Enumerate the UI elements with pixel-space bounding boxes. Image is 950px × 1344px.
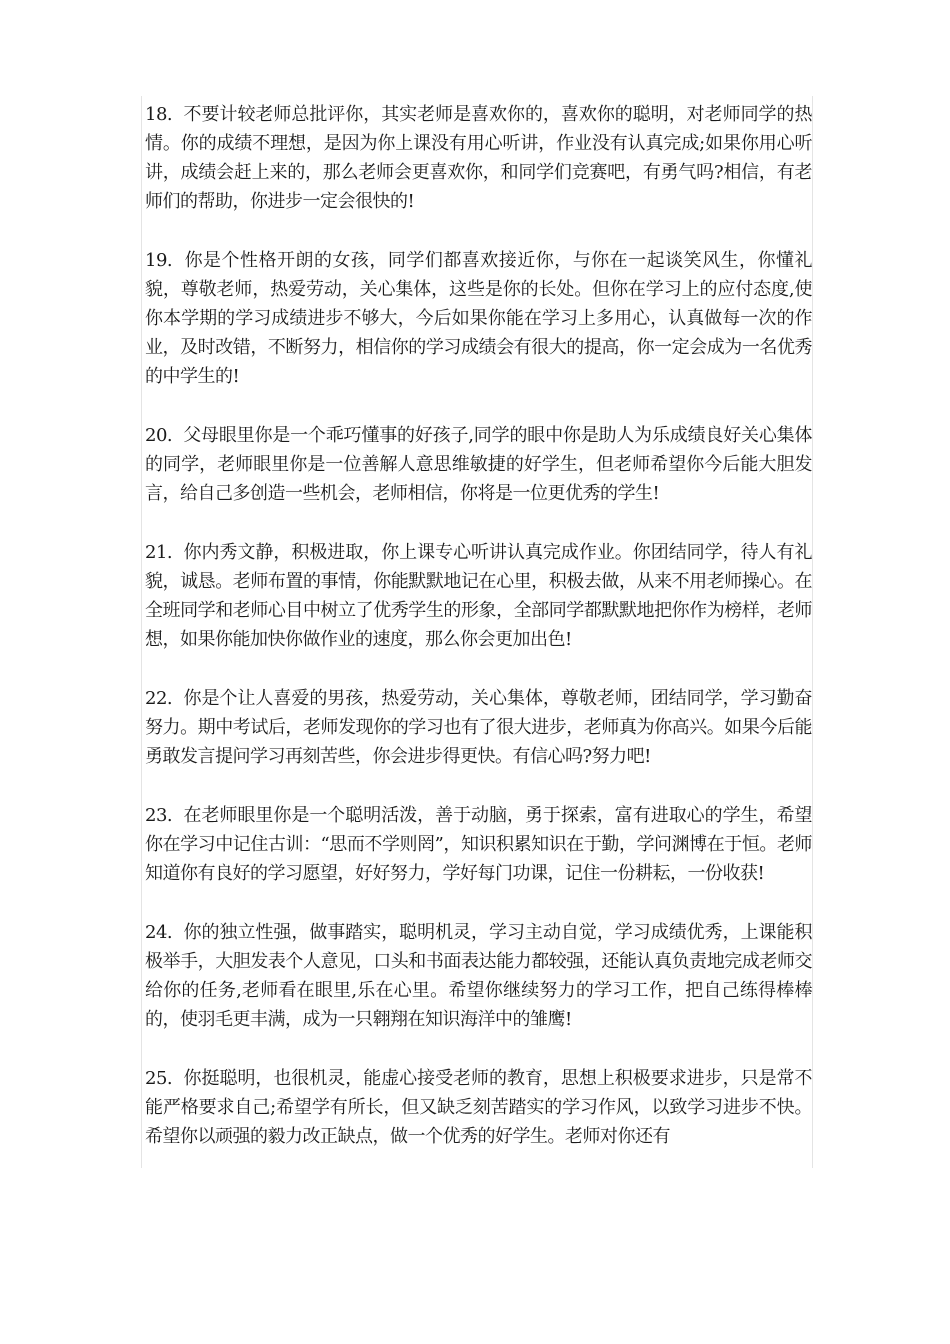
paragraph-text: 你是个让人喜爱的男孩，热爱劳动，关心集体，尊敬老师，团结同学，学习勤奋努力。期中考试后，老师发现你的学习也有了很大进步，老师真为你高兴。如果今后能勇敢发言提问学习再刻苦些，你会进步得更快。有信心吗?努力吧! [145,688,812,767]
paragraph-text: 你挺聪明，也很机灵，能虚心接受老师的教育，思想上积极要求进步，只是常不能严格要求自己;希望学有所长，但又缺乏刻苦踏实的学习作风，以致学习进步不快。希望你以顽强的毅力改正缺点，做一个优秀的好学生。老师对你还有 [145,1068,812,1147]
paragraph-19 [145,246,812,391]
paragraph-23 [145,801,812,888]
paragraph-number: 25. [145,1068,173,1089]
paragraph-number: 18. [145,104,173,125]
paragraph-22 [145,684,812,771]
paragraph-number: 23. [145,805,173,826]
paragraph-text: 在老师眼里你是一个聪明活泼，善于动脑，勇于探索，富有进取心的学生，希望你在学习中记住古训：“思而不学则罔”，知识积累知识在于勤，学问渊博在于恒。老师知道你有良好的学习愿望，好好努力，学好每门功课，记住一份耕耘，一份收获! [145,805,812,884]
paragraph-text: 不要计较老师总批评你，其实老师是喜欢你的，喜欢你的聪明，对老师同学的热情。你的成绩不理想，是因为你上课没有用心听讲，作业没有认真完成;如果你用心听讲，成绩会赶上来的，那么老师会更喜欢你，和同学们竞赛吧，有勇气吗?相信，有老师们的帮助，你进步一定会很快的! [145,104,812,212]
paragraph-number: 21. [145,542,173,563]
paragraph-number: 20. [145,425,173,446]
paragraph-25 [145,1064,812,1151]
paragraph-20 [145,421,812,508]
paragraph-21 [145,538,812,654]
document-page [141,96,813,1168]
paragraph-number: 22. [145,688,173,709]
paragraph-text: 你是个性格开朗的女孩，同学们都喜欢接近你，与你在一起谈笑风生，你懂礼貌，尊敬老师，热爱劳动，关心集体，这些是你的长处。但你在学习上的应付态度,使你本学期的学习成绩进步不够大，今后如果你能在学习上多用心，认真做每一次的作业，及时改错，不断努力，相信你的学习成绩会有很大的提高，你一定会成为一名优秀的中学生的! [145,250,812,387]
paragraph-text: 你的独立性强，做事踏实，聪明机灵，学习主动自觉，学习成绩优秀，上课能积极举手，大胆发表个人意见，口头和书面表达能力都较强，还能认真负责地完成老师交给你的任务,老师看在眼里,乐在心里。希望你继续努力的学习工作，把自己练得棒棒的，使羽毛更丰满，成为一只翱翔在知识海洋中的雏鹰! [145,922,812,1030]
paragraph-18 [145,100,812,216]
paragraph-number: 19. [145,250,173,271]
paragraph-text: 你内秀文静，积极进取，你上课专心听讲认真完成作业。你团结同学，待人有礼貌，诚恳。老师布置的事情，你能默默地记在心里，积极去做，从来不用老师操心。在全班同学和老师心目中树立了优秀学生的形象，全部同学都默默地把你作为榜样，老师想，如果你能加快你做作业的速度，那么你会更加出色! [145,542,812,650]
document-body [142,96,812,1151]
paragraph-number: 24. [145,922,173,943]
paragraph-24 [145,918,812,1034]
paragraph-text: 父母眼里你是一个乖巧懂事的好孩子,同学的眼中你是助人为乐成绩良好关心集体的同学，老师眼里你是一位善解人意思维敏捷的好学生，但老师希望你今后能大胆发言，给自己多创造一些机会，老师相信，你将是一位更优秀的学生! [145,425,812,504]
